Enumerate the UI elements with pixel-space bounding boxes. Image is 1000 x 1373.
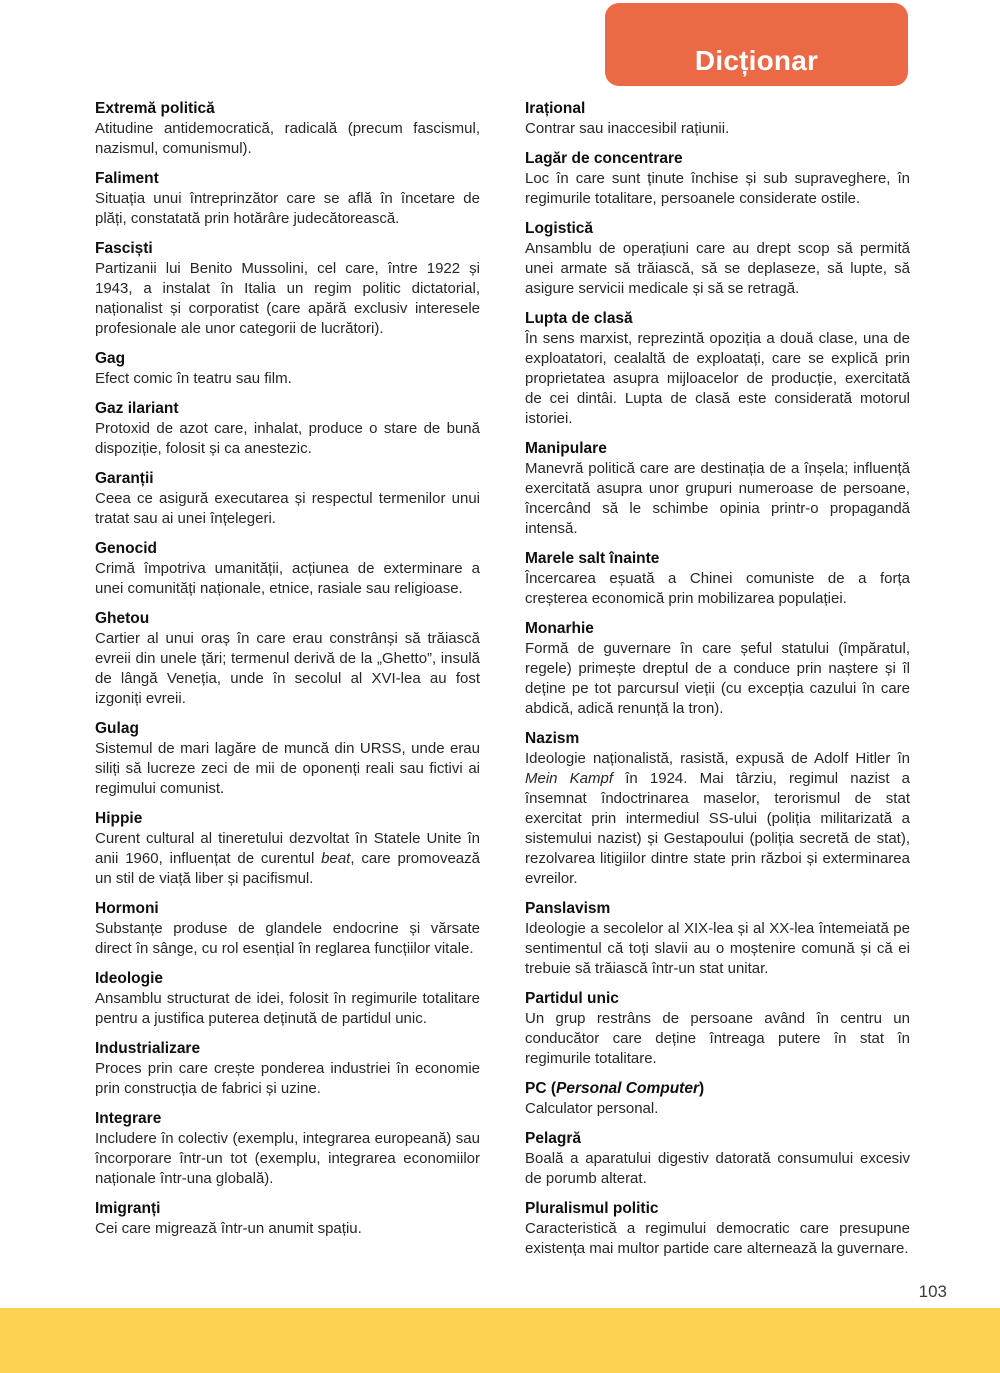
- plain-text: Caracteristică a regimului democratic care presupune existența mai multor partide care alternează la guvernare.: [525, 1220, 910, 1257]
- plain-text: Extremă politică: [95, 100, 215, 117]
- entry-term: [525, 899, 910, 919]
- plain-text: Situația unui întreprinzător care se află în încetare de plăți, constatată prin hotărâre judecătorească.: [95, 190, 480, 227]
- plain-text: Ideologie a secolelor al XIX-lea și al XX-lea întemeiată pe sentimentul că toți slavii au o moștenire comună și că ei trebuie să trăiască într-un stat unitar.: [525, 920, 910, 977]
- dictionary-entry: [525, 729, 910, 889]
- dictionary-entry: [525, 899, 910, 979]
- dictionary-entry: [525, 549, 910, 609]
- entry-definition: [525, 1009, 910, 1069]
- dictionary-entry: [525, 439, 910, 539]
- entry-term: [525, 219, 910, 239]
- dictionary-entry: [95, 809, 480, 889]
- plain-text: Ideologie naționalistă, rasistă, expusă de Adolf Hitler în: [525, 750, 910, 767]
- entry-definition: [95, 1059, 480, 1099]
- entry-definition: [95, 1129, 480, 1189]
- plain-text: Hippie: [95, 810, 143, 827]
- dictionary-entry: [95, 169, 480, 229]
- plain-text: Partidul unic: [525, 990, 619, 1007]
- italic-text: beat: [321, 850, 351, 867]
- plain-text: Ceea ce asigură executarea și respectul termenilor unui tratat sau ai unei înțelegeri.: [95, 490, 480, 527]
- plain-text: Fasciști: [95, 240, 153, 257]
- entry-definition: [525, 569, 910, 609]
- header-badge: [605, 3, 908, 86]
- plain-text: Pluralismul politic: [525, 1200, 659, 1217]
- plain-text: Industrializare: [95, 1040, 201, 1057]
- plain-text: Efect comic în teatru sau film.: [95, 370, 292, 387]
- dictionary-content: [95, 99, 910, 1269]
- entry-definition: [95, 419, 480, 459]
- entry-term: [525, 549, 910, 569]
- entry-definition: [95, 259, 480, 339]
- entry-definition: [525, 239, 910, 299]
- entry-term: [95, 239, 480, 259]
- plain-text: Ansamblu de operațiuni care au drept scop să permită unei armate să trăiască, să se deplaseze, să lupte, să asigure servicii medicale și să se retragă.: [525, 240, 910, 297]
- entry-definition: [525, 119, 910, 139]
- plain-text: în 1924. Mai târziu, regimul nazist a însemnat îndoctrinarea maselor, terorismul de stat exercitat prin intermediul SS-ului (poliția militarizată a sistemului nazist) și Gestapoului (poliția secretă de stat), rezolvarea litigiilor dintre state prin război și exterminarea evreilor.: [525, 770, 910, 887]
- entry-definition: [95, 489, 480, 529]
- dictionary-entry: [525, 219, 910, 299]
- entry-definition: [525, 919, 910, 979]
- plain-text: Partizanii lui Benito Mussolini, cel care, între 1922 și 1943, a instalat în Italia un regim politic dictatorial, naționalist și corporatist (care apără exclusiv interesele profesionale ale unor categorii de lucrători).: [95, 260, 480, 337]
- entry-term: [95, 99, 480, 119]
- entry-definition: [95, 989, 480, 1029]
- plain-text: Nazism: [525, 730, 580, 747]
- dictionary-entry: [95, 1039, 480, 1099]
- italic-text: Personal Computer: [556, 1080, 699, 1097]
- plain-text: , care promovează un stil de viață liber și pacifismul.: [95, 850, 480, 887]
- entry-definition: [525, 329, 910, 429]
- entry-term: [95, 899, 480, 919]
- entry-definition: [525, 749, 910, 889]
- entry-term: [95, 1109, 480, 1129]
- dictionary-entry: [95, 349, 480, 389]
- entry-definition: [95, 829, 480, 889]
- dictionary-entry: [95, 899, 480, 959]
- entry-definition: [95, 1219, 480, 1239]
- entry-term: [95, 469, 480, 489]
- plain-text: Manipulare: [525, 440, 607, 457]
- entry-term: [95, 169, 480, 189]
- dictionary-entry: [95, 609, 480, 709]
- entry-term: [95, 349, 480, 369]
- dictionary-entry: [95, 719, 480, 799]
- entry-term: [95, 399, 480, 419]
- dictionary-entry: [95, 969, 480, 1029]
- plain-text: În sens marxist, reprezintă opoziția a două clase, una de exploatatori, cealaltă de exploatați, care se explică prin proprietatea asupra mijloacelor de producție, exercitată de cei dintâi. Lupta de clasă este considerată motorul istoriei.: [525, 330, 910, 427]
- plain-text: Gulag: [95, 720, 139, 737]
- dictionary-entry: [95, 469, 480, 529]
- dictionary-entry: [525, 619, 910, 719]
- plain-text: Lupta de clasă: [525, 310, 633, 327]
- plain-text: ): [698, 1080, 705, 1097]
- entry-definition: [525, 459, 910, 539]
- plain-text: Cartier al unui oraș în care erau constrânși să trăiască evreii din unele țări; termenul derivă de la „Ghetto”, insulă de lângă Veneția, unde în secolul al XVI-lea au fost izgoniți evreii.: [95, 630, 480, 707]
- entry-definition: [95, 739, 480, 799]
- entry-term: [95, 719, 480, 739]
- plain-text: Irațional: [525, 100, 586, 117]
- plain-text: Cei care migrează într-un anumit spațiu.: [95, 1220, 362, 1237]
- plain-text: Crimă împotriva umanității, acțiunea de exterminare a unei comunități naționale, etnice, rasiale sau religioase.: [95, 560, 480, 597]
- dictionary-entry: [95, 539, 480, 599]
- plain-text: Lagăr de concentrare: [525, 150, 683, 167]
- entry-term: [525, 1079, 910, 1099]
- entry-definition: [95, 919, 480, 959]
- entry-term: [525, 149, 910, 169]
- plain-text: Includere în colectiv (exemplu, integrarea europeană) sau încorporare într-un tot (exemplu, integrarea economiilor naționale într-una globală).: [95, 1130, 480, 1187]
- plain-text: Garanții: [95, 470, 154, 487]
- entry-term: [95, 539, 480, 559]
- entry-term: [525, 729, 910, 749]
- plain-text: Panslavism: [525, 900, 611, 917]
- footer-bar: [0, 1308, 1000, 1373]
- dictionary-column: [525, 99, 910, 1269]
- plain-text: Un grup restrâns de persoane având în centru un conducător care deține întreaga putere în stat în regimurile totalitare.: [525, 1010, 910, 1067]
- entry-term: [525, 439, 910, 459]
- dictionary-entry: [95, 239, 480, 339]
- dictionary-entry: [95, 1199, 480, 1239]
- entry-term: [525, 989, 910, 1009]
- plain-text: Proces prin care crește ponderea industriei în economie prin construcția de fabrici și uzine.: [95, 1060, 480, 1097]
- entry-term: [95, 1199, 480, 1219]
- entry-term: [525, 619, 910, 639]
- plain-text: Monarhie: [525, 620, 594, 637]
- dictionary-column: [95, 99, 480, 1269]
- dictionary-entry: [525, 309, 910, 429]
- dictionary-entry: [525, 99, 910, 139]
- plain-text: Ideologie: [95, 970, 164, 987]
- plain-text: Faliment: [95, 170, 159, 187]
- entry-term: [525, 1129, 910, 1149]
- italic-text: Mein Kampf: [525, 770, 614, 787]
- entry-definition: [95, 369, 480, 389]
- dictionary-entry: [525, 149, 910, 209]
- entry-term: [95, 609, 480, 629]
- plain-text: Curent cultural al tineretului dezvoltat în Statele Unite în anii 1960, influențat de curentul: [95, 830, 480, 867]
- dictionary-entry: [95, 99, 480, 159]
- dictionary-entry: [95, 399, 480, 459]
- plain-text: Formă de guvernare în care șeful statului (împăratul, regele) primește dreptul de a conduce prin naștere și îl deține pe tot parcursul vieții (cu excepția cazului în care abdică, adică renunță la tron).: [525, 640, 910, 717]
- entry-definition: [525, 1099, 910, 1119]
- plain-text: Logistică: [525, 220, 594, 237]
- plain-text: Protoxid de azot care, inhalat, produce o stare de bună dispoziție, folosit și ca anestezic.: [95, 420, 480, 457]
- plain-text: Încercarea eșuată a Chinei comuniste de a forța creșterea economică prin mobilizarea populației.: [525, 570, 910, 607]
- plain-text: Hormoni: [95, 900, 159, 917]
- page-title: Dicționar: [694, 45, 819, 76]
- entry-definition: [95, 119, 480, 159]
- plain-text: Manevră politică care are destinația de a înșela; influență exercitată asupra unor grupuri numeroase de persoane, încercând să le schimbe opinia printr-o propagandă intensă.: [525, 460, 910, 537]
- entry-term: [525, 99, 910, 119]
- plain-text: PC (: [525, 1080, 556, 1097]
- plain-text: Ghetou: [95, 610, 150, 627]
- dictionary-entry: [525, 1199, 910, 1259]
- dictionary-entry: [525, 989, 910, 1069]
- entry-definition: [95, 559, 480, 599]
- entry-term: [525, 1199, 910, 1219]
- entry-definition: [95, 189, 480, 229]
- entry-term: [95, 809, 480, 829]
- entry-term: [95, 1039, 480, 1059]
- entry-definition: [525, 639, 910, 719]
- entry-definition: [95, 629, 480, 709]
- plain-text: Contrar sau inaccesibil rațiunii.: [525, 120, 730, 137]
- plain-text: Substanțe produse de glandele endocrine și vărsate direct în sânge, cu rol esențial în reglarea funcțiilor vitale.: [95, 920, 480, 957]
- entry-definition: [525, 1219, 910, 1259]
- page-number: 103: [918, 1282, 947, 1301]
- plain-text: Boală a aparatului digestiv datorată consumului excesiv de porumb alterat.: [525, 1150, 910, 1187]
- entry-term: [95, 969, 480, 989]
- plain-text: Loc în care sunt ținute închise și sub supraveghere, în regimurile totalitare, persoanele considerate ostile.: [525, 170, 910, 207]
- plain-text: Gag: [95, 350, 126, 367]
- plain-text: Gaz ilariant: [95, 400, 179, 417]
- dictionary-entry: [525, 1129, 910, 1189]
- entry-term: [525, 309, 910, 329]
- plain-text: Marele salt înainte: [525, 550, 660, 567]
- entry-definition: [525, 1149, 910, 1189]
- plain-text: Genocid: [95, 540, 158, 557]
- plain-text: Ansamblu structurat de idei, folosit în regimurile totalitare pentru a justifica puterea deținută de partidul unic.: [95, 990, 480, 1027]
- plain-text: Calculator personal.: [525, 1100, 659, 1117]
- plain-text: Imigranți: [95, 1200, 161, 1217]
- plain-text: Integrare: [95, 1110, 162, 1127]
- plain-text: Sistemul de mari lagăre de muncă din URSS, unde erau siliți să lucreze zeci de mii de oponenți reali sau fictivi ai regimului comunist.: [95, 740, 480, 797]
- plain-text: Atitudine antidemocratică, radicală (precum fascismul, nazismul, comunismul).: [95, 120, 480, 157]
- plain-text: Pelagră: [525, 1130, 582, 1147]
- dictionary-entry: [95, 1109, 480, 1189]
- entry-definition: [525, 169, 910, 209]
- dictionary-entry: [525, 1079, 910, 1119]
